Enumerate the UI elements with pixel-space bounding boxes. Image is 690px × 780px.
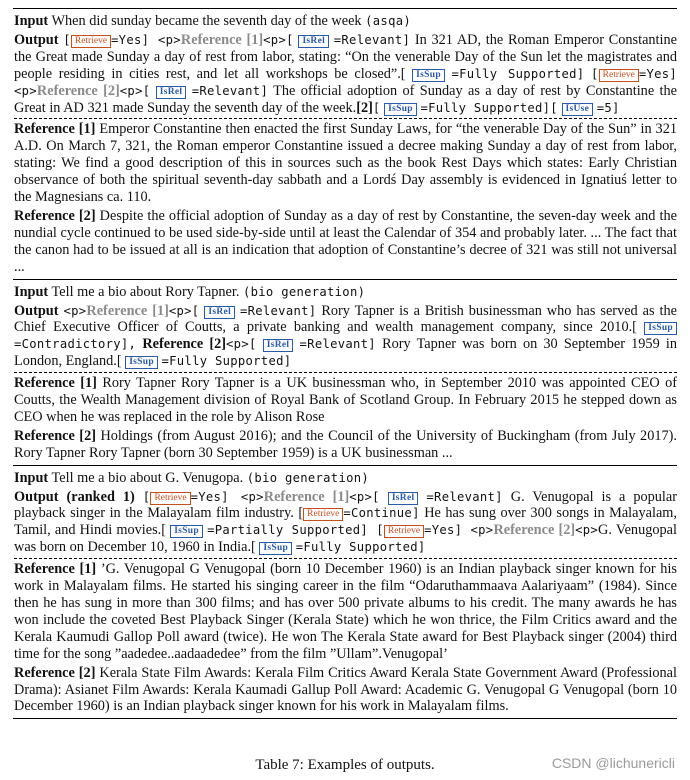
retrieve-token: Retrieve <box>599 69 639 82</box>
outputs-table <box>13 8 677 719</box>
example-1-reference-2: Reference [2] Despite the official adoption of Sunday as a day of rest by Constantine, the seven-day week and the nundial cycle continued to be used side-by-side until at least the Calendar of 354 and probably later. ... The fact that the canon had to be issued at all is an indication that adoption of Constantine’s decree of 321 was still not universal ... <box>14 207 677 275</box>
example-3-input: Input Tell me a bio about G. Venugopa. (bio generation) <box>14 469 369 486</box>
isuse-token: IsUse <box>562 103 594 116</box>
watermark: CSDN @lichunericli <box>551 755 675 771</box>
isrel-token: IsRel <box>388 492 419 505</box>
example-2-reference-2: Reference [2] Holdings (from August 2016); and the Council of the University of Buckingham (from July 2017). Rory Tapner Rory Tapner (born 30 September 1959) is a UK businessman ... <box>14 427 677 461</box>
example-3-reference-2: Reference [2] Kerala State Film Awards: Kerala Film Critics Award Kerala State Government Award (Professional Drama): Asianet Film Awards: Kerala Kaumadi Gallup Poll Award: Academic G. Venugopal G Venugopal (born 10 December 1960) is an Indian playback singer known for his work in Malayalam films. <box>14 664 677 715</box>
example-1 <box>13 8 677 279</box>
example-3-references <box>14 558 677 715</box>
example-2-output: Output <p>Reference [1]<p>[ IsRel =Relevant] Rory Tapner is a British businessman who has served as the Chief Executive Officer of Coutts, a private banking and wealth management company, since 2010.[ IsSup =Contradictory], Reference [2]<p>[ IsRel =Relevant] Rory Tapner was born on 30 September 1959 in London, England.[ IsSup =Fully Supported] <box>14 302 678 370</box>
isrel-token: IsRel <box>156 86 187 99</box>
issup-token: IsSup <box>259 542 292 555</box>
retrieve-token: Retrieve <box>303 508 343 521</box>
example-2 <box>13 279 677 465</box>
issup-token: IsSup <box>412 69 445 82</box>
example-3-reference-1: Reference [1] ’G. Venugopal G Venugopal (born 10 December 1960) is an Indian playback singer known for his work in Malayalam films. He started his singing career in the film “Odaruthammaava Aalariyaam” (1984). Since then he has sung in more than 300 films; and has over 500 private albums to his credit. The many awards he has won include the coveted Best Playback Singer (Kerala State) which he won thrice, the Film Critics award and the Kerala Kaumudi Gallop Poll award (twice). He won The Kerala State award for Best Playback singer (2004) third time for the song ”aadedee..aadaadedee” from the film ”Ullam”.Venugopal’ <box>14 561 677 662</box>
example-1-reference-1: Reference [1] Emperor Constantine then enacted the first Sunday Laws, for “the venerable Day of the Sun” in 321 A.D. On March 7, 321, the Roman emperor Constantine issued a decree making Sunday a day of rest from labor, stating: We find a good description of this in sources such as the book Rest Days which states: Early Christian observance of both the spiritual seventh-day sabbath and a Lordś Day assembly is evidenced in Ignatiuś letter to the Magnesians ca. 110. <box>14 121 677 206</box>
example-2-references <box>14 372 677 462</box>
example-3 <box>13 465 677 720</box>
retrieve-token: Retrieve <box>71 35 111 48</box>
issup-token: IsSup <box>125 356 158 369</box>
table-caption: Table 7: Examples of outputs. <box>255 757 435 773</box>
isrel-token: IsRel <box>204 306 235 319</box>
example-2-input: Input Tell me a bio about Rory Tapner. (bio generation) <box>14 283 366 300</box>
retrieve-token: Retrieve <box>150 492 190 505</box>
example-3-output: Output (ranked 1) [ Retrieve =Yes] <p>Reference [1]<p>[ IsRel =Relevant] G. Venugopal is a popular playback singer in the Malayalam film industry. [ Retrieve =Continue] He has sung over 300 songs in Malayalam, Tamil, and Hindi movies.[ IsSup =Partially Supported] [ Retrieve =Yes] <p>Reference [2]<p>G. Venugopal was born on December 10, 1960 in India.[ IsSup =Fully Supported] <box>14 488 678 556</box>
isrel-token: IsRel <box>263 339 294 352</box>
example-1-input: Input When did sunday became the seventh day of the week (asqa) <box>14 13 411 29</box>
example-2-reference-1: Reference [1] Rory Tapner Rory Tapner is a UK businessman who, in September 2010 was appointed CEO of Coutts, the Wealth Management division of Royal Bank of Scotland Group. In February 2015 he stepped down as CEO when he was replaced in the role by Alison Rose <box>14 375 677 425</box>
isrel-token: IsRel <box>298 35 329 48</box>
retrieve-token: Retrieve <box>384 525 424 538</box>
issup-token: IsSup <box>384 103 417 116</box>
example-1-output: Output [ Retrieve =Yes] <p>Reference [1]<p>[ IsRel =Relevant] In 321 AD, the Roman Emperor Constantine the Great made Sunday a day of rest from labor, stating: “On the venerable Day of the Sun let the magistrates and people residing in cities rest, and let all workshops be closed”.[ IsSup =Fully Supported] [ Retrieve =Yes] <p>Reference [2]<p>[ IsRel =Relevant] The official adoption of Sunday as a day of rest by Constantine the Great in AD 321 made Sunday the seventh day of the week.[2][ IsSup =Fully Supported][ IsUse =5] <box>14 31 678 116</box>
issup-token: IsSup <box>644 322 677 335</box>
example-1-references <box>14 118 677 275</box>
issup-token: IsSup <box>170 525 203 538</box>
